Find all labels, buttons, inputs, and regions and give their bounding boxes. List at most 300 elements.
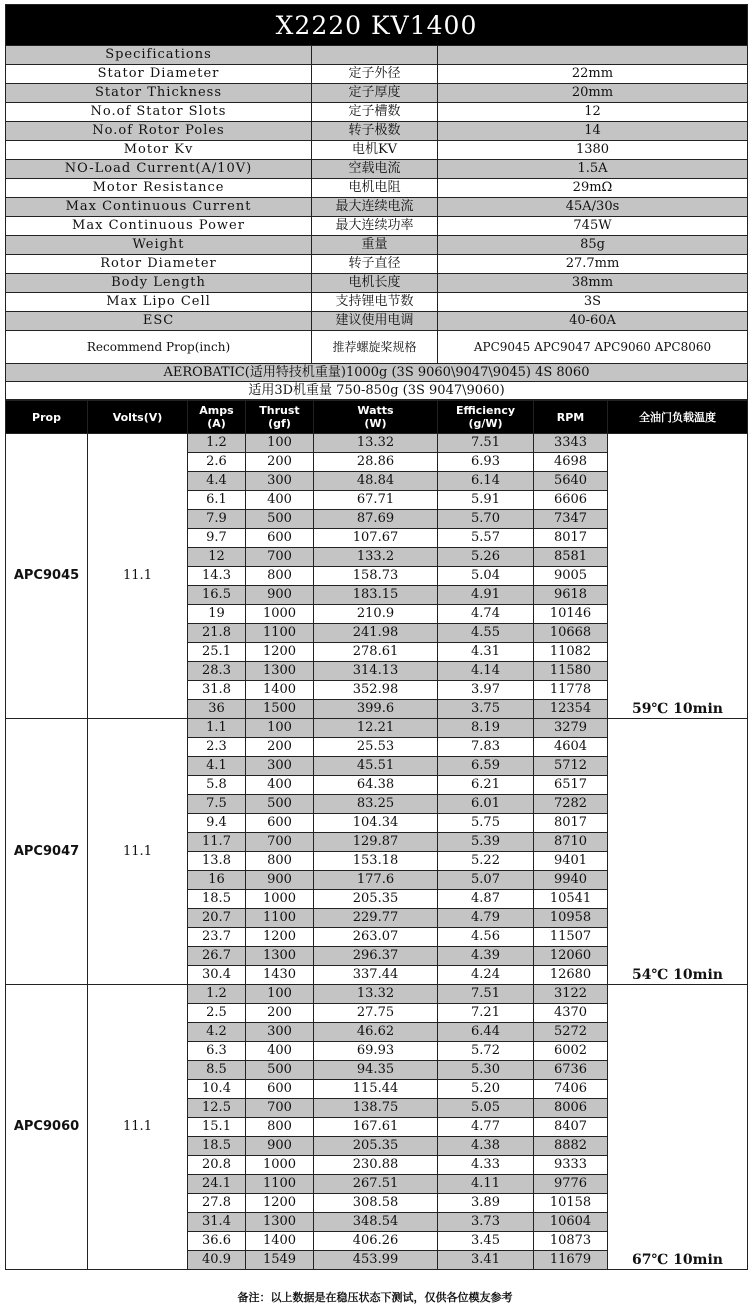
watts-cell: 13.32 — [314, 985, 438, 1004]
amps-cell: 1.2 — [188, 434, 246, 453]
rpm-cell: 11580 — [534, 662, 608, 681]
efficiency-cell: 4.14 — [438, 662, 534, 681]
rpm-cell: 8882 — [534, 1137, 608, 1156]
spec-row — [6, 179, 748, 198]
amps-cell: 28.3 — [188, 662, 246, 681]
watts-cell: 352.98 — [314, 681, 438, 700]
column-header: Thrust (gf) — [246, 401, 314, 434]
efficiency-cell: 4.24 — [438, 966, 534, 985]
watts-cell: 129.87 — [314, 833, 438, 852]
watts-cell: 177.6 — [314, 871, 438, 890]
spec-label-cn: 最大连续功率 — [312, 217, 438, 236]
watts-cell: 153.18 — [314, 852, 438, 871]
thrust-cell: 900 — [246, 871, 314, 890]
thrust-cell: 600 — [246, 1080, 314, 1099]
watts-cell: 230.88 — [314, 1156, 438, 1175]
efficiency-cell: 6.93 — [438, 453, 534, 472]
rpm-cell: 10668 — [534, 624, 608, 643]
watts-cell: 158.73 — [314, 567, 438, 586]
rpm-cell: 4604 — [534, 738, 608, 757]
watts-cell: 13.32 — [314, 434, 438, 453]
efficiency-cell: 5.26 — [438, 548, 534, 567]
watts-cell: 241.98 — [314, 624, 438, 643]
watts-cell: 25.53 — [314, 738, 438, 757]
amps-cell: 4.1 — [188, 757, 246, 776]
rpm-cell: 9401 — [534, 852, 608, 871]
rpm-cell: 10604 — [534, 1213, 608, 1232]
efficiency-cell: 5.57 — [438, 529, 534, 548]
performance-table — [5, 400, 748, 1270]
amps-cell: 8.5 — [188, 1061, 246, 1080]
temperature-value: 59℃ 10min — [608, 434, 748, 719]
spec-row — [6, 293, 748, 312]
amps-cell: 24.1 — [188, 1175, 246, 1194]
rpm-cell: 10158 — [534, 1194, 608, 1213]
efficiency-cell: 7.21 — [438, 1004, 534, 1023]
watts-cell: 205.35 — [314, 1137, 438, 1156]
watts-cell: 337.44 — [314, 966, 438, 985]
thrust-cell: 1000 — [246, 605, 314, 624]
efficiency-cell: 3.41 — [438, 1251, 534, 1270]
efficiency-cell: 3.75 — [438, 700, 534, 719]
spec-label-en: Stator Thickness — [6, 84, 312, 103]
rpm-cell: 6606 — [534, 491, 608, 510]
efficiency-cell: 3.89 — [438, 1194, 534, 1213]
thrust-cell: 500 — [246, 795, 314, 814]
efficiency-cell: 4.11 — [438, 1175, 534, 1194]
amps-cell: 36 — [188, 700, 246, 719]
amps-cell: 1.1 — [188, 719, 246, 738]
prop-name: APC9060 — [6, 985, 88, 1270]
spec-value: 40-60A — [438, 312, 748, 331]
spec-label-en: No.of Stator Slots — [6, 103, 312, 122]
volts-value: 11.1 — [88, 434, 188, 719]
rpm-cell: 3343 — [534, 434, 608, 453]
thrust-cell: 100 — [246, 985, 314, 1004]
amps-cell: 25.1 — [188, 643, 246, 662]
thrust-cell: 800 — [246, 567, 314, 586]
column-header: Amps (A) — [188, 401, 246, 434]
column-header: Volts(V) — [88, 401, 188, 434]
rpm-cell: 8017 — [534, 529, 608, 548]
amps-cell: 21.8 — [188, 624, 246, 643]
spec-value: 29mΩ — [438, 179, 748, 198]
thrust-cell: 500 — [246, 1061, 314, 1080]
spec-label-en: Stator Diameter — [6, 65, 312, 84]
rpm-cell: 8017 — [534, 814, 608, 833]
efficiency-cell: 4.74 — [438, 605, 534, 624]
amps-cell: 31.8 — [188, 681, 246, 700]
spec-label-en: NO-Load Current(A/10V) — [6, 160, 312, 179]
amps-cell: 2.6 — [188, 453, 246, 472]
efficiency-cell: 4.91 — [438, 586, 534, 605]
efficiency-cell: 5.39 — [438, 833, 534, 852]
rpm-cell: 3122 — [534, 985, 608, 1004]
amps-cell: 20.7 — [188, 909, 246, 928]
efficiency-cell: 5.72 — [438, 1042, 534, 1061]
rpm-cell: 8581 — [534, 548, 608, 567]
spec-label-en: Max Lipo Cell — [6, 293, 312, 312]
spec-value: 12 — [438, 103, 748, 122]
table-row — [6, 985, 748, 1004]
efficiency-cell: 5.70 — [438, 510, 534, 529]
spec-value: 85g — [438, 236, 748, 255]
spec-label-cn: 支持锂电节数 — [312, 293, 438, 312]
spec-row — [6, 198, 748, 217]
rpm-cell: 4370 — [534, 1004, 608, 1023]
thrust-cell: 1200 — [246, 1194, 314, 1213]
column-header: 全油门负载温度 — [608, 401, 748, 434]
spec-row — [6, 255, 748, 274]
amps-cell: 10.4 — [188, 1080, 246, 1099]
efficiency-cell: 7.51 — [438, 434, 534, 453]
amps-cell: 16.5 — [188, 586, 246, 605]
amps-cell: 2.3 — [188, 738, 246, 757]
spec-value: 38mm — [438, 274, 748, 293]
spec-label-cn: 电机电阻 — [312, 179, 438, 198]
spec-row — [6, 122, 748, 141]
spec-value: 14 — [438, 122, 748, 141]
thrust-cell: 100 — [246, 434, 314, 453]
amps-cell: 12.5 — [188, 1099, 246, 1118]
watts-cell: 138.75 — [314, 1099, 438, 1118]
thrust-cell: 700 — [246, 833, 314, 852]
column-header: Efficiency (g/W) — [438, 401, 534, 434]
spec-table — [5, 4, 748, 400]
rpm-cell: 4698 — [534, 453, 608, 472]
column-header: Watts (W) — [314, 401, 438, 434]
efficiency-cell: 4.55 — [438, 624, 534, 643]
temperature-value: 67℃ 10min — [608, 985, 748, 1270]
efficiency-cell: 4.77 — [438, 1118, 534, 1137]
rpm-cell: 5712 — [534, 757, 608, 776]
recommend-cn: 推荐螺旋桨规格 — [312, 331, 438, 364]
efficiency-cell: 3.73 — [438, 1213, 534, 1232]
spec-label-cn: 电机长度 — [312, 274, 438, 293]
rpm-cell: 11507 — [534, 928, 608, 947]
thrust-cell: 1549 — [246, 1251, 314, 1270]
watts-cell: 27.75 — [314, 1004, 438, 1023]
efficiency-cell: 5.20 — [438, 1080, 534, 1099]
thrust-cell: 700 — [246, 548, 314, 567]
spec-value: 45A/30s — [438, 198, 748, 217]
amps-cell: 4.2 — [188, 1023, 246, 1042]
rpm-cell: 10873 — [534, 1232, 608, 1251]
amps-cell: 11.7 — [188, 833, 246, 852]
efficiency-cell: 5.07 — [438, 871, 534, 890]
spec-label-cn: 定子厚度 — [312, 84, 438, 103]
rpm-cell: 12680 — [534, 966, 608, 985]
watts-cell: 64.38 — [314, 776, 438, 795]
aerobatic-info: AEROBATIC(适用特技机重量)1000g (3S 9060\9047\9045) 4S 8060 — [6, 364, 748, 382]
thrust-cell: 800 — [246, 852, 314, 871]
rpm-cell: 12354 — [534, 700, 608, 719]
efficiency-cell: 5.91 — [438, 491, 534, 510]
rpm-cell: 7406 — [534, 1080, 608, 1099]
thrust-cell: 1400 — [246, 681, 314, 700]
rpm-cell: 10958 — [534, 909, 608, 928]
watts-cell: 406.26 — [314, 1232, 438, 1251]
thrust-cell: 1300 — [246, 662, 314, 681]
efficiency-cell: 4.38 — [438, 1137, 534, 1156]
amps-cell: 12 — [188, 548, 246, 567]
rpm-cell: 7282 — [534, 795, 608, 814]
spec-label-cn: 转子极数 — [312, 122, 438, 141]
efficiency-cell: 5.75 — [438, 814, 534, 833]
rpm-cell: 11679 — [534, 1251, 608, 1270]
watts-cell: 278.61 — [314, 643, 438, 662]
thrust-cell: 900 — [246, 1137, 314, 1156]
thrust-cell: 1100 — [246, 909, 314, 928]
spec-row — [6, 217, 748, 236]
column-header: Prop — [6, 401, 88, 434]
rpm-cell: 8407 — [534, 1118, 608, 1137]
watts-cell: 28.86 — [314, 453, 438, 472]
watts-cell: 45.51 — [314, 757, 438, 776]
efficiency-cell: 4.56 — [438, 928, 534, 947]
spec-label-cn: 电机KV — [312, 141, 438, 160]
amps-cell: 18.5 — [188, 890, 246, 909]
thrust-cell: 1000 — [246, 1156, 314, 1175]
spec-row — [6, 65, 748, 84]
efficiency-cell: 7.83 — [438, 738, 534, 757]
amps-cell: 18.5 — [188, 1137, 246, 1156]
amps-cell: 6.3 — [188, 1042, 246, 1061]
thrust-cell: 1100 — [246, 1175, 314, 1194]
thrust-cell: 300 — [246, 757, 314, 776]
spec-label-cn: 最大连续电流 — [312, 198, 438, 217]
thrust-cell: 900 — [246, 586, 314, 605]
rpm-cell: 5272 — [534, 1023, 608, 1042]
specs-header: Specifications — [6, 46, 312, 65]
watts-cell: 267.51 — [314, 1175, 438, 1194]
rpm-cell: 6736 — [534, 1061, 608, 1080]
watts-cell: 67.71 — [314, 491, 438, 510]
efficiency-cell: 6.44 — [438, 1023, 534, 1042]
thrust-cell: 600 — [246, 529, 314, 548]
efficiency-cell: 4.31 — [438, 643, 534, 662]
efficiency-cell: 6.01 — [438, 795, 534, 814]
footnote: 备注：以上数据是在稳压状态下测试，仅供各位模友参考 — [237, 1291, 513, 1304]
spec-value: 745W — [438, 217, 748, 236]
thrust-cell: 400 — [246, 1042, 314, 1061]
efficiency-cell: 5.04 — [438, 567, 534, 586]
amps-cell: 7.9 — [188, 510, 246, 529]
watts-cell: 83.25 — [314, 795, 438, 814]
rpm-cell: 10146 — [534, 605, 608, 624]
amps-cell: 13.8 — [188, 852, 246, 871]
spec-value: 1380 — [438, 141, 748, 160]
efficiency-cell: 6.14 — [438, 472, 534, 491]
spec-row — [6, 274, 748, 293]
thrust-cell: 500 — [246, 510, 314, 529]
spec-label-en: Weight — [6, 236, 312, 255]
spec-value: 22mm — [438, 65, 748, 84]
thrust-cell: 800 — [246, 1118, 314, 1137]
amps-cell: 5.8 — [188, 776, 246, 795]
efficiency-cell: 4.79 — [438, 909, 534, 928]
spec-label-en: ESC — [6, 312, 312, 331]
recommend-val: APC9045 APC9047 APC9060 APC8060 — [438, 331, 748, 364]
amps-cell: 19 — [188, 605, 246, 624]
table-row — [6, 434, 748, 453]
watts-cell: 107.67 — [314, 529, 438, 548]
recommend-en: Recommend Prop(inch) — [6, 331, 312, 364]
thrust-cell: 1300 — [246, 947, 314, 966]
volts-value: 11.1 — [88, 719, 188, 985]
spec-label-cn: 定子槽数 — [312, 103, 438, 122]
thrust-cell: 400 — [246, 491, 314, 510]
watts-cell: 205.35 — [314, 890, 438, 909]
watts-cell: 87.69 — [314, 510, 438, 529]
spec-row — [6, 236, 748, 255]
spec-sheet — [5, 4, 747, 1270]
spec-value: 3S — [438, 293, 748, 312]
column-header: RPM — [534, 401, 608, 434]
spec-row — [6, 103, 748, 122]
thrust-cell: 200 — [246, 453, 314, 472]
efficiency-cell: 3.97 — [438, 681, 534, 700]
thrust-cell: 1430 — [246, 966, 314, 985]
efficiency-cell: 4.39 — [438, 947, 534, 966]
watts-cell: 133.2 — [314, 548, 438, 567]
watts-cell: 46.62 — [314, 1023, 438, 1042]
watts-cell: 94.35 — [314, 1061, 438, 1080]
weight-3d-info: 适用3D机重量 750-850g (3S 9047\9060) — [6, 382, 748, 400]
spec-label-en: No.of Rotor Poles — [6, 122, 312, 141]
rpm-cell: 3279 — [534, 719, 608, 738]
watts-cell: 210.9 — [314, 605, 438, 624]
thrust-cell: 300 — [246, 472, 314, 491]
amps-cell: 16 — [188, 871, 246, 890]
amps-cell: 31.4 — [188, 1213, 246, 1232]
thrust-cell: 1400 — [246, 1232, 314, 1251]
rpm-cell: 6517 — [534, 776, 608, 795]
spec-value: 27.7mm — [438, 255, 748, 274]
watts-cell: 104.34 — [314, 814, 438, 833]
spec-row — [6, 141, 748, 160]
spec-row — [6, 160, 748, 179]
watts-cell: 399.6 — [314, 700, 438, 719]
thrust-cell: 1300 — [246, 1213, 314, 1232]
prop-name: APC9045 — [6, 434, 88, 719]
efficiency-cell: 6.59 — [438, 757, 534, 776]
volts-value: 11.1 — [88, 985, 188, 1270]
rpm-cell: 5640 — [534, 472, 608, 491]
amps-cell: 30.4 — [188, 966, 246, 985]
watts-cell: 115.44 — [314, 1080, 438, 1099]
watts-cell: 308.58 — [314, 1194, 438, 1213]
amps-cell: 9.4 — [188, 814, 246, 833]
spec-value: 1.5A — [438, 160, 748, 179]
spec-label-cn: 空载电流 — [312, 160, 438, 179]
rpm-cell: 9940 — [534, 871, 608, 890]
amps-cell: 27.8 — [188, 1194, 246, 1213]
spec-label-en: Max Continuous Power — [6, 217, 312, 236]
thrust-cell: 1500 — [246, 700, 314, 719]
thrust-cell: 1200 — [246, 928, 314, 947]
thrust-cell: 300 — [246, 1023, 314, 1042]
rpm-cell: 8006 — [534, 1099, 608, 1118]
efficiency-cell: 5.05 — [438, 1099, 534, 1118]
thrust-cell: 200 — [246, 1004, 314, 1023]
thrust-cell: 1100 — [246, 624, 314, 643]
amps-cell: 14.3 — [188, 567, 246, 586]
rpm-cell: 11082 — [534, 643, 608, 662]
rpm-cell: 9618 — [534, 586, 608, 605]
efficiency-cell: 7.51 — [438, 985, 534, 1004]
efficiency-cell: 3.45 — [438, 1232, 534, 1251]
spec-label-en: Motor Kv — [6, 141, 312, 160]
amps-cell: 15.1 — [188, 1118, 246, 1137]
efficiency-cell: 4.87 — [438, 890, 534, 909]
amps-cell: 7.5 — [188, 795, 246, 814]
rpm-cell: 9333 — [534, 1156, 608, 1175]
watts-cell: 229.77 — [314, 909, 438, 928]
spec-label-cn: 建议使用电调 — [312, 312, 438, 331]
table-header — [6, 401, 748, 434]
thrust-cell: 700 — [246, 1099, 314, 1118]
efficiency-cell: 4.33 — [438, 1156, 534, 1175]
amps-cell: 20.8 — [188, 1156, 246, 1175]
thrust-cell: 1200 — [246, 643, 314, 662]
amps-cell: 4.4 — [188, 472, 246, 491]
table-row — [6, 719, 748, 738]
rpm-cell: 11778 — [534, 681, 608, 700]
thrust-cell: 600 — [246, 814, 314, 833]
thrust-cell: 400 — [246, 776, 314, 795]
watts-cell: 12.21 — [314, 719, 438, 738]
rpm-cell: 9776 — [534, 1175, 608, 1194]
watts-cell: 314.13 — [314, 662, 438, 681]
efficiency-cell: 5.30 — [438, 1061, 534, 1080]
spec-row — [6, 84, 748, 103]
thrust-cell: 100 — [246, 719, 314, 738]
amps-cell: 23.7 — [188, 928, 246, 947]
spec-value: 20mm — [438, 84, 748, 103]
spec-row — [6, 312, 748, 331]
prop-name: APC9047 — [6, 719, 88, 985]
spec-label-en: Body Length — [6, 274, 312, 293]
recommend-row — [6, 331, 748, 364]
spec-label-cn: 重量 — [312, 236, 438, 255]
watts-cell: 453.99 — [314, 1251, 438, 1270]
efficiency-cell: 8.19 — [438, 719, 534, 738]
rpm-cell: 9005 — [534, 567, 608, 586]
amps-cell: 1.2 — [188, 985, 246, 1004]
spec-label-en: Max Continuous Current — [6, 198, 312, 217]
rpm-cell: 7347 — [534, 510, 608, 529]
watts-cell: 348.54 — [314, 1213, 438, 1232]
spec-label-cn: 定子外径 — [312, 65, 438, 84]
amps-cell: 6.1 — [188, 491, 246, 510]
watts-cell: 48.84 — [314, 472, 438, 491]
watts-cell: 69.93 — [314, 1042, 438, 1061]
watts-cell: 167.61 — [314, 1118, 438, 1137]
spec-label-en: Rotor Diameter — [6, 255, 312, 274]
rpm-cell: 8710 — [534, 833, 608, 852]
thrust-cell: 200 — [246, 738, 314, 757]
rpm-cell: 6002 — [534, 1042, 608, 1061]
amps-cell: 2.5 — [188, 1004, 246, 1023]
watts-cell: 183.15 — [314, 586, 438, 605]
watts-cell: 263.07 — [314, 928, 438, 947]
rpm-cell: 12060 — [534, 947, 608, 966]
watts-cell: 296.37 — [314, 947, 438, 966]
amps-cell: 40.9 — [188, 1251, 246, 1270]
spec-label-cn: 转子直径 — [312, 255, 438, 274]
rpm-cell: 10541 — [534, 890, 608, 909]
